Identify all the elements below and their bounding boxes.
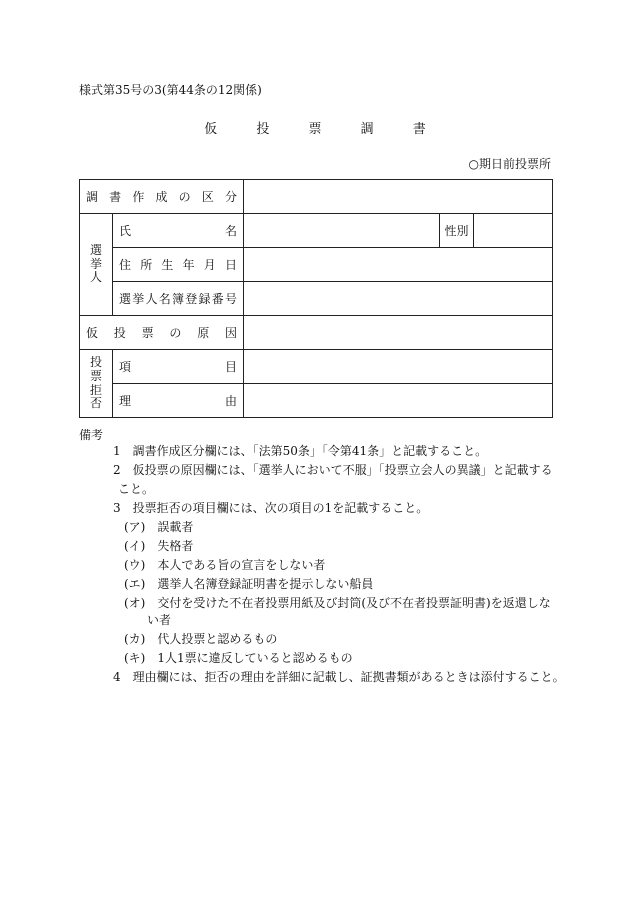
note-3: 3 投票拒否の項目欄には、次の項目の1を記載すること。 xyxy=(113,501,429,515)
name-label-cell: 氏 名 xyxy=(113,214,244,248)
item-label-cell: 項 目 xyxy=(113,350,244,384)
note-1: 1 調書作成区分欄には、「法第50条」「令第41条」と記載すること。 xyxy=(113,444,488,458)
table-row xyxy=(80,214,553,248)
elector-group-cell: 選 挙 人 xyxy=(80,214,113,316)
title-char: 投 xyxy=(256,122,270,137)
note-3-item-i: (イ) 失格者 xyxy=(124,539,194,553)
form-number: 様式第35号の3(第44条の12関係) xyxy=(79,83,262,97)
note-3-item-o: (オ) 交付を受けた不在者投票用紙及び封筒(及び不在者投票証明書)を返還しな xyxy=(124,596,551,610)
table-row xyxy=(80,316,553,350)
title-char: 調 xyxy=(360,122,374,137)
title-char: 仮 xyxy=(204,122,218,137)
note-2-continuation: こと。 xyxy=(118,482,155,496)
table-row xyxy=(80,248,553,282)
refusal-group-cell: 投 票 拒 否 xyxy=(80,350,113,418)
note-4: 4 理由欄には、拒否の理由を詳細に記載し、証拠書類があるときは添付すること。 xyxy=(113,670,565,684)
provisional-vote-form-table xyxy=(79,179,553,418)
name-value-cell[interactable] xyxy=(244,214,440,248)
note-2: 2 仮投票の原因欄には、「選挙人において不服」「投票立会人の異議」と記載する xyxy=(113,463,553,477)
gender-label-cell: 性別 xyxy=(440,214,474,248)
register-value-cell[interactable] xyxy=(244,282,553,316)
reason-value-cell[interactable] xyxy=(244,316,553,350)
category-label-cell: 調 書 作 成 の 区 分 xyxy=(80,180,244,214)
cause-value-cell[interactable] xyxy=(244,384,553,418)
reason-label-cell: 仮 投 票 の 原 因 xyxy=(80,316,244,350)
gender-value-cell[interactable] xyxy=(474,214,553,248)
cause-label-cell: 理 由 xyxy=(113,384,244,418)
category-value-cell[interactable] xyxy=(244,180,553,214)
note-3-item-e: (エ) 選挙人名簿登録証明書を提示しない船員 xyxy=(124,577,374,591)
table-row xyxy=(80,350,553,384)
note-3-item-o-continuation: い者 xyxy=(147,613,172,627)
table-row xyxy=(80,180,553,214)
table-row xyxy=(80,282,553,316)
notes-heading: 備考 xyxy=(79,428,104,442)
note-3-item-a: (ア) 誤載者 xyxy=(124,520,194,534)
note-3-item-ki: (キ) 1人1票に違反していると認めるもの xyxy=(124,651,353,665)
document-title xyxy=(0,118,630,137)
note-3-item-u: (ウ) 本人である旨の宣言をしない者 xyxy=(124,558,326,572)
address-value-cell[interactable] xyxy=(244,248,553,282)
title-char: 書 xyxy=(412,122,426,137)
register-label-cell: 選 挙 人 名 簿 登 録 番 号 xyxy=(113,282,244,316)
address-label-cell: 住 所 生 年 月 日 xyxy=(113,248,244,282)
item-value-cell[interactable] xyxy=(244,350,553,384)
title-char: 票 xyxy=(308,122,322,137)
note-3-item-ka: (カ) 代人投票と認めるもの xyxy=(124,632,278,646)
polling-place-label: ○期日前投票所 xyxy=(468,157,551,171)
table-row xyxy=(80,384,553,418)
